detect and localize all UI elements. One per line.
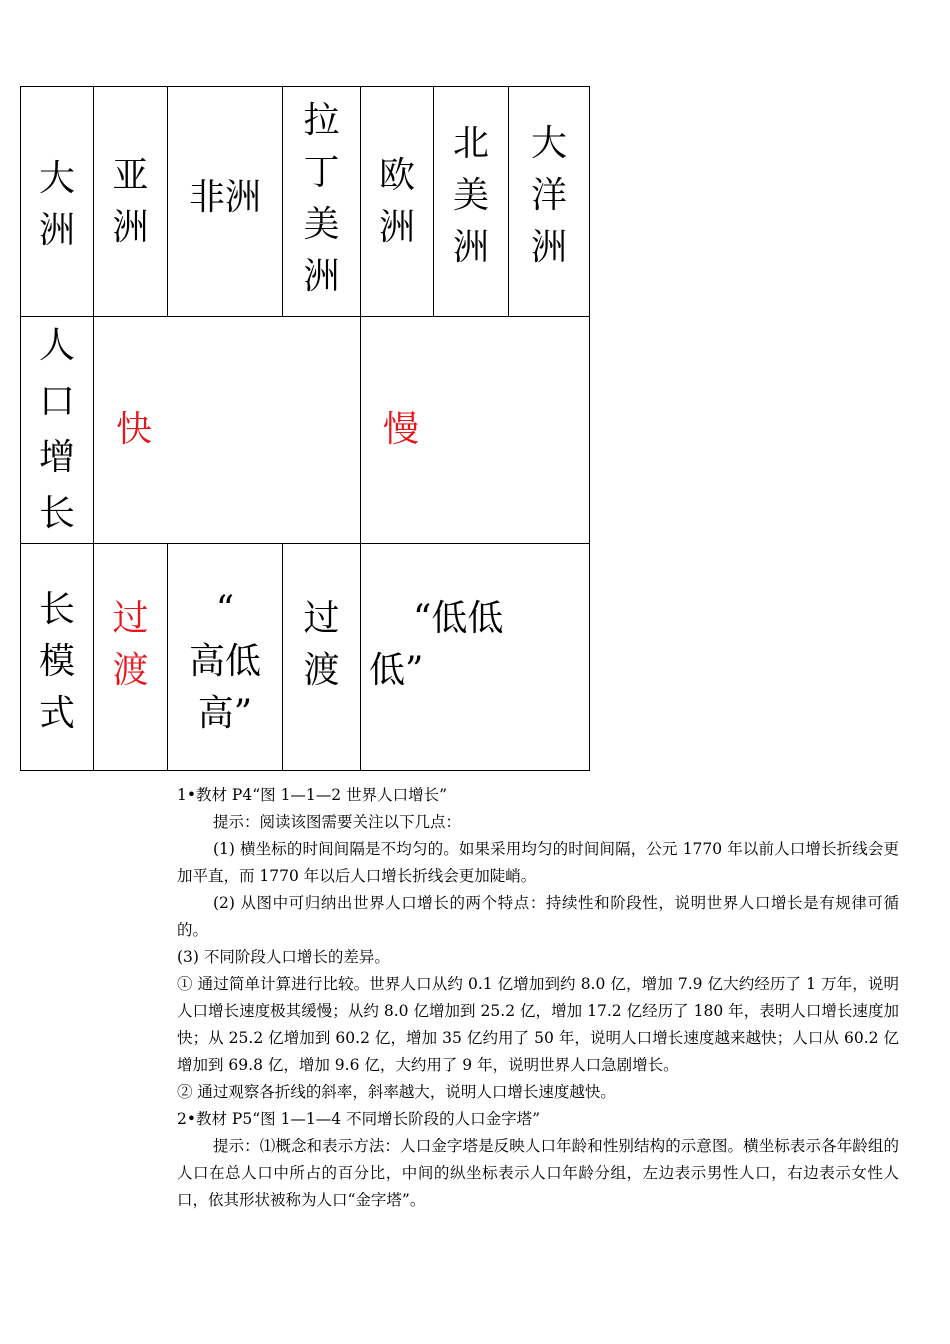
growth-fast-value: 快 <box>116 409 153 450</box>
mode-africa-value: “ 高低 高” <box>188 589 261 734</box>
header-north-america-label: 北 美 洲 <box>452 122 489 268</box>
circle-point-1: ① 通过简单计算进行比较。世界人口从约 0.1 亿增加到约 8.0 亿，增加 7.9 亿大约经历了 1 万年，说明人口增长速度极其缓慢；从约 8.0 亿增加到 25.2 亿，增加 17.2 亿经历了 180 年，表明人口增长速度加快；从 25.2 亿增加到 60.2 亿，增加 35 亿约用了 50 年，说明人口增长速度越来越快；人口从 60.2 亿增加到 69.8 亿，增加 9.6 亿，大约用了 9 年，说明世界人口急剧增长。 <box>177 975 899 1074</box>
header-latin-america-label: 拉 丁 美 洲 <box>303 99 340 297</box>
item1-title: 1•教材 P4“图 1—1—2 世界人口增长” <box>177 786 448 804</box>
header-oceania-cell <box>509 87 589 316</box>
circle-point-2: ② 通过观察各折线的斜率，斜率越大，说明人口增长速度越快。 <box>177 1083 616 1101</box>
mode-label: 长 模 式 <box>38 589 75 734</box>
notes-block <box>177 782 899 1214</box>
mode-latin-america-cell <box>283 544 360 770</box>
item2-title: 2•教材 P5“图 1—1—4 不同增长阶段的人口金字塔” <box>177 1110 541 1128</box>
grid-line <box>589 86 590 770</box>
mode-developed-cell <box>361 544 589 770</box>
item1-hint: 提示：阅读该图需要关注以下几点： <box>213 813 462 831</box>
item2-hint: 提示：⑴概念和表示方法：人口金字塔是反映人口年龄和性别结构的示意图。横坐标表示各年龄组的人口在总人口中所占的百分比，中间的纵坐标表示人口年龄分组，左边表示男性人口，右边表示女性人口，依其形状被称为人口“金字塔”。 <box>177 1137 899 1209</box>
growth-slow-cell <box>361 317 589 543</box>
growth-label-cell <box>21 317 93 543</box>
growth-slow-value: 慢 <box>383 409 420 450</box>
header-europe-label: 欧 洲 <box>378 154 415 248</box>
header-latin-america-cell <box>283 87 360 316</box>
mode-asia-value: 过 渡 <box>112 598 149 691</box>
point-3: (3) 不同阶段人口增长的差异。 <box>177 948 390 966</box>
point-1: (1) 横坐标的时间间隔是不均匀的。如果采用均匀的时间间隔，公元 1770 年以前人口增长折线会更加平直，而 1770 年以后人口增长折线会更加陡峭。 <box>177 840 899 885</box>
header-north-america-cell <box>434 87 508 316</box>
header-africa-cell <box>168 87 282 316</box>
header-oceania-label: 大 洋 洲 <box>530 122 567 268</box>
growth-label: 人 口 增 长 <box>38 325 75 534</box>
mode-label-cell <box>21 544 93 770</box>
mode-asia-cell <box>94 544 167 770</box>
mode-developed-value: “低低 低” <box>369 598 504 691</box>
grid-line <box>20 770 590 771</box>
mode-africa-cell <box>168 544 282 770</box>
mode-latin-america-value: 过 渡 <box>303 598 340 691</box>
header-continent-cell <box>21 87 93 316</box>
header-continent-label: 大 洲 <box>38 157 75 251</box>
growth-fast-cell <box>94 317 360 543</box>
point-2: (2) 从图中可归纳出世界人口增长的两个特点：持续性和阶段性，说明世界人口增长是有规律可循的。 <box>177 894 899 939</box>
header-asia-cell <box>94 87 167 316</box>
header-asia-label: 亚 洲 <box>112 154 149 248</box>
header-europe-cell <box>361 87 433 316</box>
header-africa-label: 非洲 <box>188 176 261 218</box>
